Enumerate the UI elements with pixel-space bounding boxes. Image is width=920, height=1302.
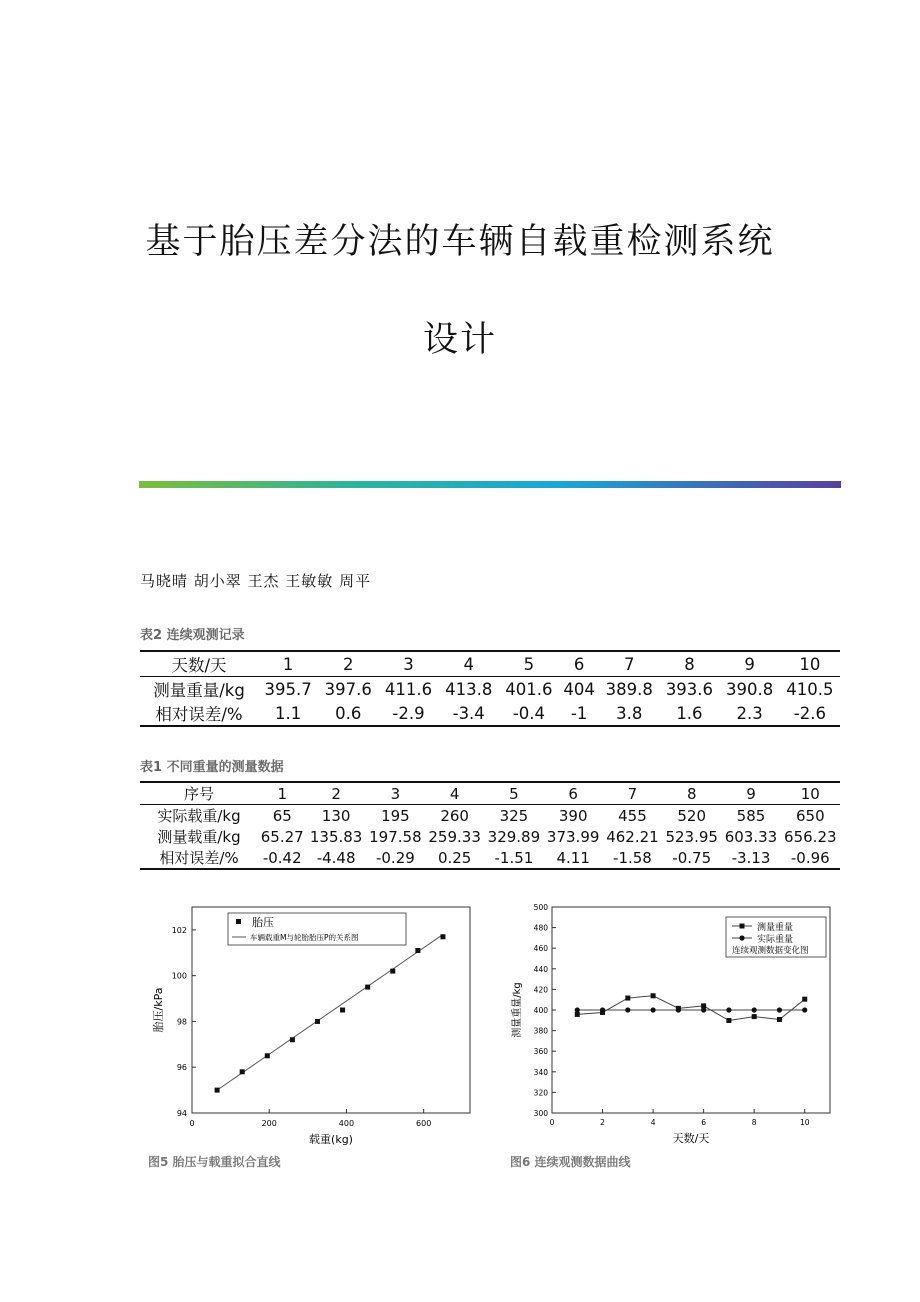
y-tick-label: 96 (176, 1063, 187, 1073)
x-tick-label: 8 (751, 1118, 757, 1127)
table-cell: -2.6 (793, 703, 826, 723)
table-cell: 397.6 (324, 679, 372, 699)
table-cell: 65 (272, 806, 292, 825)
y-tick-label: 98 (176, 1017, 187, 1027)
x-tick-label: 6 (701, 1118, 707, 1127)
table-cell: 1.6 (676, 703, 703, 723)
data-point (315, 1019, 320, 1024)
table-cell: 462.21 (606, 827, 659, 846)
table-cell: 6 (544, 782, 603, 805)
data-point (752, 1007, 757, 1012)
data-point (215, 1088, 220, 1093)
y-tick-label: 400 (533, 1006, 548, 1015)
data-point (726, 1018, 731, 1023)
x-tick-label: 200 (261, 1119, 277, 1128)
table-cell: 5 (499, 651, 559, 677)
table-cell: -1 (570, 703, 588, 723)
table-cell: 6 (559, 651, 599, 677)
table1 (140, 781, 840, 870)
data-point (390, 969, 395, 974)
table-cell: 7 (603, 782, 662, 805)
table-cell: 130 (321, 806, 351, 825)
data-point (777, 1017, 782, 1022)
data-point (726, 1007, 731, 1012)
table-cell: 390.8 (726, 679, 774, 699)
x-tick-label: 0 (189, 1119, 195, 1128)
data-point (625, 1007, 630, 1012)
x-axis-label: 天数/天 (672, 1132, 710, 1145)
table-cell: 3.8 (616, 703, 643, 723)
y-tick-label: 420 (533, 985, 548, 995)
data-point (625, 996, 630, 1001)
y-tick-label: 102 (171, 925, 187, 935)
data-point (575, 1012, 580, 1017)
y-tick-label: 480 (533, 923, 548, 933)
table-cell: 天数/天 (140, 651, 258, 677)
x-tick-label: 600 (416, 1119, 432, 1128)
table-cell: 401.6 (505, 679, 553, 699)
table-cell: 3 (378, 651, 438, 677)
table-row (140, 701, 840, 726)
table-cell: 373.99 (546, 827, 600, 846)
data-point (265, 1053, 270, 1058)
table-row (140, 805, 840, 827)
data-point (600, 1007, 605, 1012)
table-cell: 相对误差/% (159, 849, 239, 867)
y-tick-label: 380 (533, 1026, 548, 1036)
y-tick-label: 360 (533, 1047, 548, 1057)
table-cell: 389.8 (605, 679, 653, 699)
table-cell: 8 (662, 782, 721, 805)
table-cell: 260 (440, 806, 469, 825)
y-tick-label: 340 (533, 1067, 548, 1077)
table-cell: 1 (258, 651, 318, 677)
legend-marker-circle (739, 935, 744, 940)
table-cell: 65.27 (260, 827, 304, 846)
table-cell: 实际载重/kg (157, 807, 241, 825)
table2 (140, 650, 840, 727)
table-cell: -1.51 (494, 848, 534, 867)
table-header-row (140, 651, 840, 677)
data-point (440, 934, 445, 939)
table-cell: 9 (720, 651, 780, 677)
figure6-caption: 图6 连续观测数据曲线 (510, 1155, 631, 1169)
table-cell: 测量重量/kg (153, 681, 245, 700)
x-tick-label: 4 (650, 1118, 656, 1127)
table-cell: -0.29 (375, 848, 415, 867)
table-cell: -3.13 (731, 848, 771, 867)
table-cell: 7 (599, 651, 659, 677)
x-tick-label: 2 (600, 1118, 605, 1127)
legend-marker-square (740, 924, 745, 929)
table-cell: 455 (618, 806, 647, 825)
y-tick-label: 300 (533, 1109, 548, 1118)
figure5-caption: 图5 胎压与载重拟合直线 (148, 1155, 281, 1169)
data-point (777, 1007, 782, 1012)
table-cell: -4.48 (316, 848, 356, 867)
table-cell: -0.4 (512, 703, 546, 723)
table-cell: 393.6 (665, 679, 714, 699)
table-row (140, 847, 840, 869)
legend-label: 车辆载重M与轮胎胎压P的关系图 (250, 933, 359, 942)
table-cell: 0.25 (437, 848, 472, 867)
legend-label: 测量重量 (757, 923, 794, 933)
data-point (340, 1008, 345, 1013)
table-cell: 411.6 (384, 679, 433, 699)
table-cell: -3.4 (452, 703, 485, 723)
table-row (140, 677, 840, 702)
table-cell: 4 (439, 651, 499, 677)
table-cell: 2 (306, 782, 365, 805)
table-cell: 135.83 (309, 827, 363, 846)
table-cell: 相对误差/% (155, 705, 243, 724)
data-point (575, 1007, 580, 1012)
table-cell: 197.58 (369, 827, 422, 846)
table-cell: 5 (484, 782, 543, 805)
table-header-row (140, 782, 840, 805)
title-line-1: 基于胎压差分法的车辆自载重检测系统 (145, 222, 775, 262)
table-cell: 413.8 (445, 679, 493, 699)
legend-label: 胎压 (252, 916, 274, 929)
x-tick-label: 10 (799, 1118, 810, 1127)
table-cell: 测量载重/kg (157, 828, 241, 846)
x-tick-label: 400 (338, 1119, 355, 1128)
table-cell: 2.3 (736, 703, 763, 723)
table-cell: -2.9 (392, 703, 425, 723)
table-cell: 395.7 (264, 679, 312, 699)
table-cell: -0.96 (790, 848, 830, 867)
x-axis-label: 载重(kg) (309, 1133, 353, 1146)
table-cell: 195 (381, 806, 410, 825)
y-axis-label: 胎压/kPa (152, 987, 165, 1033)
series-line (577, 996, 804, 1021)
legend-marker-square (236, 919, 241, 924)
table-cell: 259.33 (428, 827, 481, 846)
data-point (650, 1007, 655, 1012)
x-tick-label: 0 (549, 1118, 555, 1127)
table-cell: 390 (558, 806, 588, 825)
data-point (365, 985, 370, 990)
y-tick-label: 440 (533, 964, 548, 974)
table-cell: 10 (780, 651, 840, 677)
table-cell: 410.5 (786, 679, 834, 699)
data-point (802, 997, 807, 1002)
data-point (415, 948, 420, 953)
table2-caption: 表2 连续观测记录 (140, 628, 245, 643)
table-cell: 325 (499, 806, 529, 825)
table-cell: 520 (677, 806, 707, 825)
table-cell: 603.33 (724, 827, 778, 846)
data-point (651, 993, 656, 998)
legend-label: 实际重量 (757, 935, 794, 945)
y-tick-label: 94 (176, 1109, 187, 1118)
y-tick-label: 460 (533, 944, 548, 954)
table-cell: 650 (795, 806, 825, 825)
table-cell: 10 (781, 782, 840, 805)
table-row (140, 826, 840, 847)
fit-line (217, 934, 443, 1090)
table1-caption: 表1 不同重量的测量数据 (140, 760, 284, 775)
table-cell: 523.95 (665, 827, 718, 846)
data-point (240, 1069, 245, 1074)
data-point (676, 1007, 681, 1012)
table-cell: 585 (736, 806, 766, 825)
figure6-line-chart (500, 895, 840, 1150)
title-line-2: 设计 (422, 320, 497, 360)
table-cell: -0.75 (672, 848, 712, 867)
table-cell: 656.23 (784, 827, 837, 846)
y-tick-label: 320 (533, 1088, 548, 1098)
table-cell: 1 (258, 782, 306, 805)
table-cell: 8 (659, 651, 719, 677)
y-tick-label: 100 (171, 971, 187, 981)
data-point (752, 1014, 757, 1019)
table-cell: 3 (366, 782, 425, 805)
table-cell: -1.58 (613, 848, 652, 867)
table-cell: 0.6 (335, 703, 362, 723)
table-cell: 序号 (140, 782, 258, 805)
y-axis-label: 测量重量/kg (512, 982, 523, 1038)
data-point (701, 1007, 706, 1012)
table-cell: 404 (563, 679, 595, 699)
figure5-scatter-chart (140, 895, 480, 1150)
table-cell: -0.42 (262, 848, 302, 867)
table-cell: 4.11 (556, 848, 590, 867)
table-cell: 329.89 (487, 827, 541, 846)
legend-label: 连续观测数据变化图 (732, 946, 809, 956)
authors: 马晓晴 胡小翠 王杰 王敏敏 周平 (140, 572, 372, 590)
gradient-divider (139, 481, 841, 488)
table-cell: 2 (318, 651, 378, 677)
y-tick-label: 500 (533, 903, 548, 912)
table-cell: 9 (721, 782, 780, 805)
data-point (802, 1007, 807, 1012)
data-point (290, 1037, 295, 1042)
table-cell: 4 (425, 782, 484, 805)
table-cell: 1.1 (274, 703, 302, 723)
